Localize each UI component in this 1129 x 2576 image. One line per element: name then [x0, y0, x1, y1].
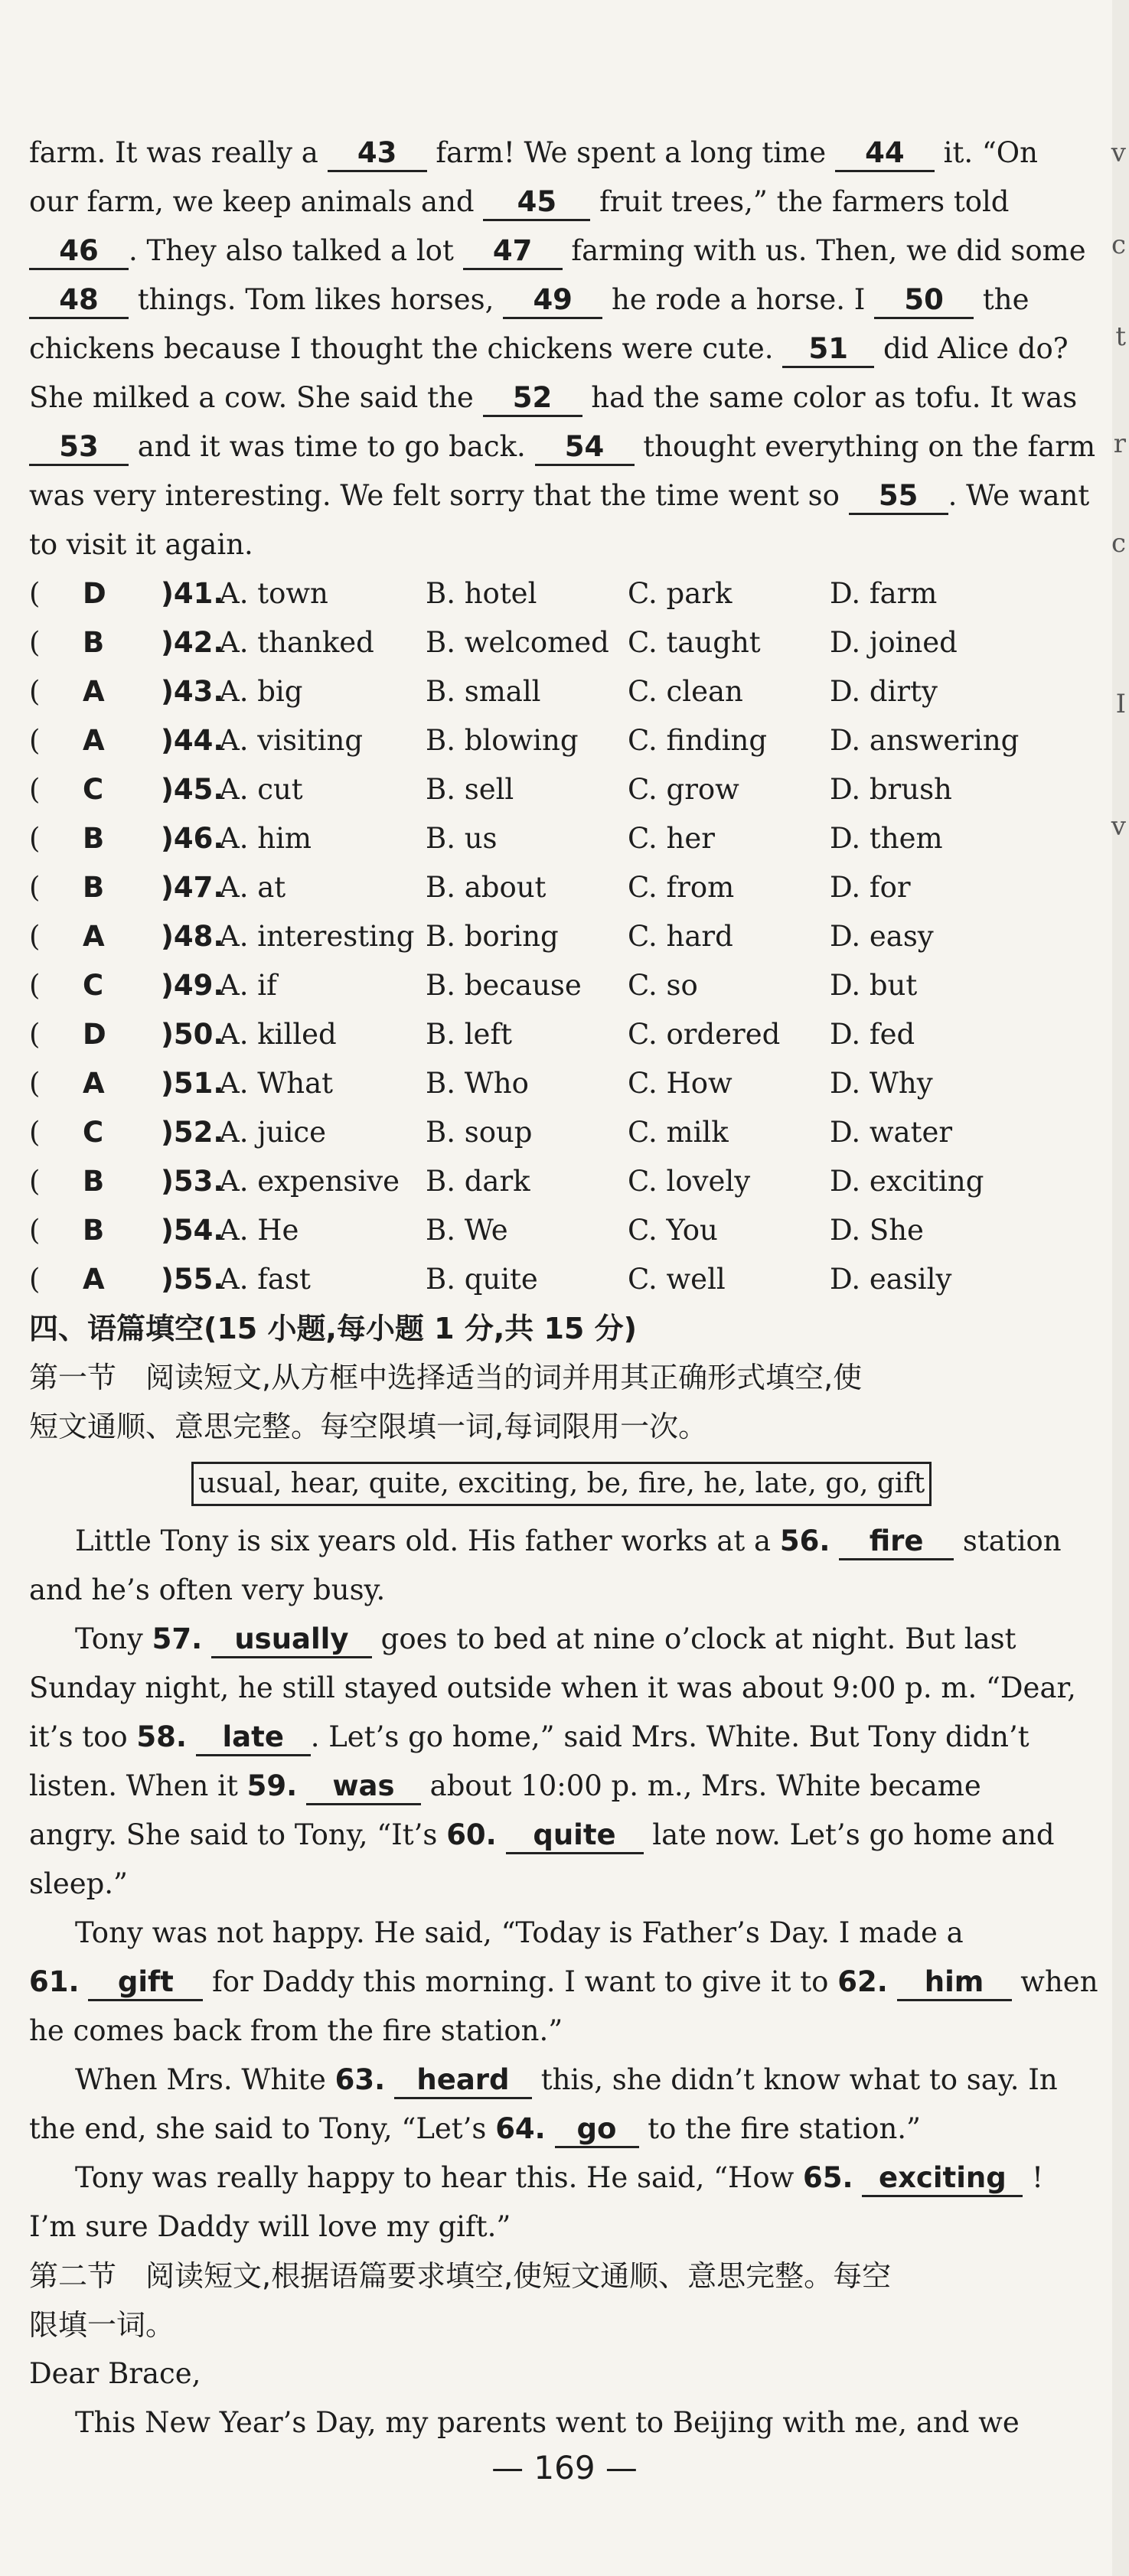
next-page-edge: v c t r c I v	[1112, 0, 1129, 2576]
option-a[interactable]: A. expensive	[219, 1165, 400, 1198]
part2-instruction: 第二节 阅读短文,根据语篇要求填空,使短文通顺、意思完整。每空	[29, 2259, 892, 2293]
answer-54: B	[83, 1214, 105, 1247]
option-b[interactable]: B. about	[426, 871, 547, 904]
question-47: ( B )47. A. at B. about C. from D. for	[29, 863, 1024, 912]
option-a[interactable]: A. juice	[219, 1116, 326, 1149]
option-c[interactable]: C. park	[628, 577, 733, 610]
blank-65: exciting	[862, 2161, 1023, 2197]
passage-line: Tony was not happy. He said, “Today is Father’s Day. I made a	[75, 1916, 964, 1949]
answer-50: D	[83, 1018, 106, 1051]
answer-42: B	[83, 626, 105, 659]
option-c[interactable]: C. You	[628, 1214, 718, 1247]
option-a[interactable]: A. thanked	[219, 626, 374, 659]
passage-line: it’s too 58. late . Let’s go home,” said Mrs. White. But Tony didn’t	[29, 1713, 1041, 1762]
question-44: ( A )44. A. visiting B. blowing C. finding D. answering	[29, 716, 1024, 765]
passage-line: our farm, we keep animals and 45 fruit trees,” the farmers told	[29, 178, 1041, 227]
word-bank-box: usual, hear, quite, exciting, be, fire, he, late, go, gift	[191, 1462, 932, 1506]
option-a[interactable]: A. him	[219, 822, 312, 855]
passage-line: 61. gift for Daddy this morning. I want to give it to 62. him when	[29, 1958, 1041, 2007]
blank-51: 51	[782, 332, 874, 368]
option-b[interactable]: B. blowing	[426, 724, 579, 757]
question-54: ( B )54. A. He B. We C. You D. She	[29, 1206, 1024, 1255]
option-a[interactable]: A. if	[219, 969, 277, 1002]
option-c[interactable]: C. finding	[628, 724, 768, 757]
passage-line: listen. When it 59. was about 10:00 p. m., Mrs. White became	[29, 1762, 1041, 1811]
option-d[interactable]: D. farm	[830, 577, 938, 610]
blank-43: 43	[328, 136, 427, 172]
option-a[interactable]: A. big	[219, 675, 303, 708]
blank-58: late	[196, 1720, 311, 1756]
passage-line: 53 and it was time to go back. 54 thought everything on the farm	[29, 422, 1041, 471]
option-c[interactable]: C. milk	[628, 1116, 729, 1149]
option-a[interactable]: A. cut	[219, 773, 303, 806]
option-d[interactable]: D. easily	[830, 1263, 952, 1296]
option-d[interactable]: D. brush	[830, 773, 952, 806]
blank-56: fire	[839, 1524, 954, 1560]
answer-48: A	[83, 920, 105, 953]
question-49: ( C )49. A. if B. because C. so D. but	[29, 961, 1024, 1010]
blank-55: 55	[849, 479, 948, 515]
passage-line: to visit it again.	[29, 528, 253, 561]
option-a[interactable]: A. killed	[219, 1018, 337, 1051]
option-d[interactable]: D. joined	[830, 626, 958, 659]
option-c[interactable]: C. from	[628, 871, 735, 904]
option-d[interactable]: D. answering	[830, 724, 1020, 757]
passage-line: sleep.”	[29, 1867, 128, 1900]
passage-line: 46 . They also talked a lot 47 farming with us. Then, we did some	[29, 227, 1041, 276]
option-b[interactable]: B. soup	[426, 1116, 533, 1149]
blank-45: 45	[483, 185, 590, 221]
answer-53: B	[83, 1165, 105, 1198]
passage-line: When Mrs. White 63. heard this, she didn’t know what to say. In	[75, 2056, 1087, 2105]
blank-61: gift	[88, 1965, 203, 2001]
option-a[interactable]: A. interesting	[219, 920, 415, 953]
option-b[interactable]: B. We	[426, 1214, 508, 1247]
blank-47: 47	[463, 234, 563, 270]
answer-49: C	[83, 969, 104, 1002]
answer-55: A	[83, 1263, 105, 1296]
option-d[interactable]: D. Why	[830, 1067, 933, 1100]
answer-41: D	[83, 577, 106, 610]
option-c[interactable]: C. How	[628, 1067, 733, 1100]
option-b[interactable]: B. us	[426, 822, 498, 855]
answer-44: A	[83, 724, 105, 757]
blank-46: 46	[29, 234, 129, 270]
option-a[interactable]: A. fast	[219, 1263, 311, 1296]
option-c[interactable]: C. hard	[628, 920, 733, 953]
option-c[interactable]: C. so	[628, 969, 698, 1002]
option-c[interactable]: C. lovely	[628, 1165, 751, 1198]
passage-line: was very interesting. We felt sorry that the time went so 55 . We want	[29, 471, 1041, 520]
option-b[interactable]: B. dark	[426, 1165, 530, 1198]
passage-line: Tony 57. usually goes to bed at nine o’clock at night. But last	[75, 1615, 1087, 1664]
passage-line: Little Tony is six years old. His father works at a 56. fire station	[75, 1517, 1087, 1566]
option-b[interactable]: B. welcomed	[426, 626, 609, 659]
passage-line: Sunday night, he still stayed outside when it was about 9:00 p. m. “Dear,	[29, 1671, 1076, 1704]
passage-line: he comes back from the fire station.”	[29, 2014, 563, 2047]
blank-50: 50	[874, 283, 974, 319]
option-c[interactable]: C. her	[628, 822, 715, 855]
blank-54: 54	[535, 430, 635, 466]
option-b[interactable]: B. sell	[426, 773, 514, 806]
question-48: ( A )48. A. interesting B. boring C. hard D. easy	[29, 912, 1024, 961]
passage-line: farm. It was really a 43 farm! We spent a long time 44 it. “On	[29, 129, 1041, 178]
answer-45: C	[83, 773, 104, 806]
option-c[interactable]: C. taught	[628, 626, 761, 659]
blank-62: him	[897, 1965, 1012, 2001]
passage-line: She milked a cow. She said the 52 had the same color as tofu. It was	[29, 373, 1041, 422]
letter-salutation: Dear Brace,	[29, 2357, 201, 2390]
blank-44: 44	[835, 136, 935, 172]
part2-instruction-cont: 限填一词。	[29, 2308, 175, 2342]
blank-52: 52	[483, 381, 582, 417]
question-45: ( C )45. A. cut B. sell C. grow D. brush	[29, 765, 1024, 814]
option-b[interactable]: B. left	[426, 1018, 513, 1051]
option-d[interactable]: D. exciting	[830, 1165, 984, 1198]
option-b[interactable]: B. Who	[426, 1067, 529, 1100]
question-50: ( D )50. A. killed B. left C. ordered D. fed	[29, 1010, 1024, 1059]
question-43: ( A )43. A. big B. small C. clean D. dirty	[29, 667, 1024, 716]
blank-63: heard	[394, 2063, 532, 2099]
question-46: ( B )46. A. him B. us C. her D. them	[29, 814, 1024, 863]
passage-line: chickens because I thought the chickens were cute. 51 did Alice do?	[29, 324, 1041, 373]
option-d[interactable]: D. them	[830, 822, 943, 855]
part1-instruction-cont: 短文通顺、意思完整。每空限填一词,每词限用一次。	[29, 1410, 708, 1443]
option-c[interactable]: C. grow	[628, 773, 739, 806]
option-d[interactable]: D. easy	[830, 920, 934, 953]
passage-line: angry. She said to Tony, “It’s 60. quite late now. Let’s go home and	[29, 1811, 1041, 1860]
passage-line: I’m sure Daddy will love my gift.”	[29, 2210, 511, 2243]
answer-51: A	[83, 1067, 105, 1100]
option-a[interactable]: A. town	[219, 577, 328, 610]
blank-59: was	[306, 1769, 421, 1805]
question-53: ( B )53. A. expensive B. dark C. lovely D. exciting	[29, 1157, 1024, 1206]
passage-line: the end, she said to Tony, “Let’s 64. go to the fire station.”	[29, 2105, 1041, 2154]
question-41: ( D )41. A. town B. hotel C. park D. farm	[29, 569, 1024, 618]
option-a[interactable]: A. What	[219, 1067, 334, 1100]
part1-instruction: 第一节 阅读短文,从方框中选择适当的词并用其正确形式填空,使	[29, 1361, 863, 1394]
passage-line: Tony was really happy to hear this. He said, “How 65. exciting !	[75, 2154, 1087, 2203]
option-d[interactable]: D. She	[830, 1214, 924, 1247]
blank-53: 53	[29, 430, 129, 466]
option-d[interactable]: D. water	[830, 1116, 953, 1149]
option-d[interactable]: D. but	[830, 969, 918, 1002]
question-55: ( A )55. A. fast B. quite C. well D. easily	[29, 1255, 1024, 1304]
option-d[interactable]: D. fed	[830, 1018, 915, 1051]
passage-line: and he’s often very busy.	[29, 1573, 386, 1606]
blank-64: go	[555, 2112, 639, 2148]
blank-49: 49	[503, 283, 602, 319]
option-b[interactable]: B. because	[426, 969, 582, 1002]
blank-57: usually	[211, 1622, 372, 1658]
answer-43: A	[83, 675, 105, 708]
answer-46: B	[83, 822, 105, 855]
option-c[interactable]: C. well	[628, 1263, 726, 1296]
option-c[interactable]: C. ordered	[628, 1018, 781, 1051]
page-number: — 169 —	[491, 2449, 638, 2486]
question-52: ( C )52. A. juice B. soup C. milk D. water	[29, 1108, 1024, 1157]
option-d[interactable]: D. for	[830, 871, 911, 904]
option-a[interactable]: A. at	[219, 871, 286, 904]
section-title: 四、语篇填空(15 小题,每小题 1 分,共 15 分)	[29, 1312, 637, 1345]
question-51: ( A )51. A. What B. Who C. How D. Why	[29, 1059, 1024, 1108]
option-b[interactable]: B. hotel	[426, 577, 537, 610]
option-a[interactable]: A. visiting	[219, 724, 364, 757]
blank-48: 48	[29, 283, 129, 319]
question-42: ( B )42. A. thanked B. welcomed C. taught D. joined	[29, 618, 1024, 667]
option-b[interactable]: B. quite	[426, 1263, 538, 1296]
answer-47: B	[83, 871, 105, 904]
blank-60: quite	[506, 1818, 644, 1854]
passage-line: 48 things. Tom likes horses, 49 he rode a horse. I 50 the	[29, 276, 1041, 324]
option-c[interactable]: C. clean	[628, 675, 743, 708]
passage-line: This New Year’s Day, my parents went to Beijing with me, and we	[75, 2406, 1020, 2439]
option-b[interactable]: B. boring	[426, 920, 559, 953]
option-a[interactable]: A. He	[219, 1214, 299, 1247]
option-d[interactable]: D. dirty	[830, 675, 938, 708]
answer-52: C	[83, 1116, 104, 1149]
option-b[interactable]: B. small	[426, 675, 541, 708]
